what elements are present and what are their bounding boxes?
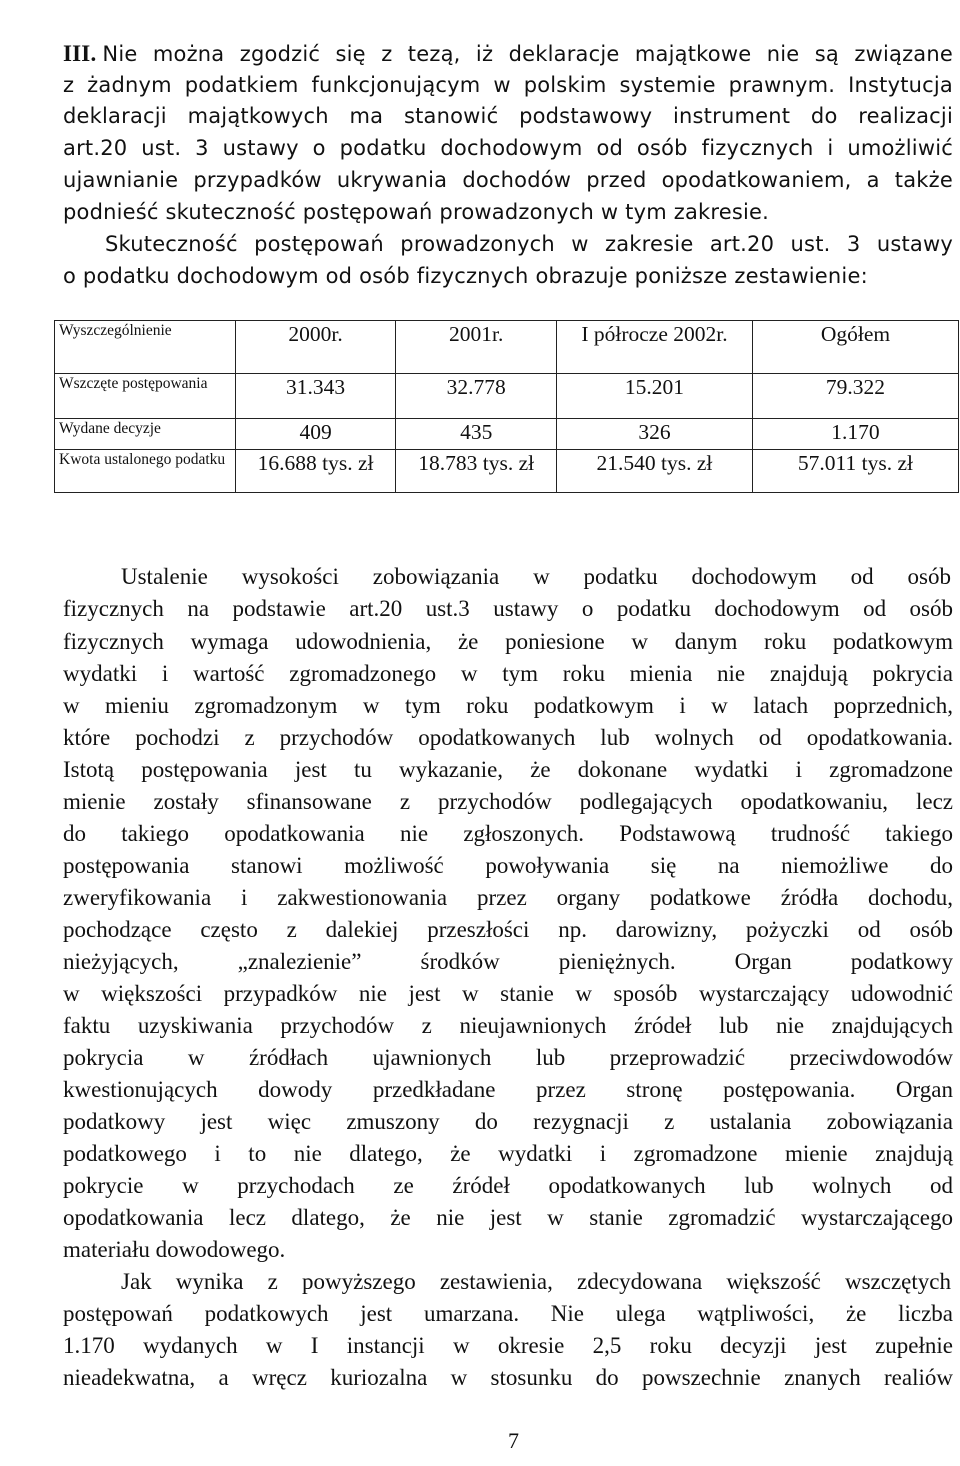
table-cell: 79.322 bbox=[752, 374, 958, 419]
intro-line-7: Skuteczność postępowań prowadzonych w zakresie art.20 ust. 3 ustawy bbox=[105, 232, 953, 256]
table-cell: 409 bbox=[235, 419, 396, 450]
body-line-21: opodatkowania lecz dlatego, że nie jest w stanie zgromadzić wystarczającego bbox=[63, 1205, 953, 1230]
body-line-18: podatkowy jest więc zmuszony do rezygnacji z ustalania zobowiązania bbox=[63, 1109, 953, 1134]
body-line-24: postępowań podatkowych jest umarzana. Nie ulega wątpliwości, że liczba bbox=[63, 1301, 953, 1326]
body-line-23: Jak wynika z powyższego zestawienia, zdecydowana większość wszczętych bbox=[121, 1269, 951, 1294]
intro-line-8: o podatku dochodowym od osób fizycznych obrazuje poniższe zestawienie: bbox=[63, 264, 868, 288]
body-line-3: fizycznych wymaga udowodnienia, że poniesione w danym roku podatkowym bbox=[63, 629, 953, 654]
body-line-7: Istotą postępowania jest tu wykazanie, że dokonane wydatki i zgromadzone bbox=[63, 757, 953, 782]
header-cell-h1-2002: I półrocze 2002r. bbox=[556, 321, 752, 374]
body-line-6: które pochodzi z przychodów opodatkowanych lub wolnych od opodatkowania. bbox=[63, 725, 953, 750]
body-line-8: mienie zostały sfinansowane z przychodów podlegających opodatkowaniu, lecz bbox=[63, 789, 953, 814]
body-line-13: nieżyjących, „znalezienie” środków pieniężnych. Organ podatkowy bbox=[63, 949, 953, 974]
intro-line-6: podnieść skuteczność postępowań prowadzonych w tym zakresie. bbox=[63, 200, 770, 224]
page-number: 7 bbox=[508, 1428, 519, 1453]
intro-line-4: art.20 ust. 3 ustawy o podatku dochodowym od osób fizycznych i umożliwić bbox=[63, 136, 953, 160]
table-cell: 57.011 tys. zł bbox=[752, 450, 958, 493]
body-line-12: pochodzące często z dalekiej przeszłości np. darowizny, pożyczki od osób bbox=[63, 917, 953, 942]
table-row bbox=[55, 450, 959, 493]
body-line-4: wydatki i wartość zgromadzonego w tym roku mienia nie znajdują pokrycia bbox=[63, 661, 953, 686]
header-cell-2001: 2001r. bbox=[396, 321, 557, 374]
intro-line-3: deklaracji majątkowych ma stanowić podstawowy instrument do realizacji bbox=[63, 104, 953, 128]
body-line-9: do takiego opodatkowania nie zgłoszonych. Podstawową trudność takiego bbox=[63, 821, 953, 846]
table-row bbox=[55, 374, 959, 419]
intro-line-5: ujawnianie przypadków ukrywania dochodów przed opodatkowaniem, a także bbox=[63, 168, 953, 192]
table-cell: 326 bbox=[556, 419, 752, 450]
table-cell: 15.201 bbox=[556, 374, 752, 419]
statistics-table bbox=[54, 320, 959, 493]
intro-line-1 bbox=[63, 40, 953, 68]
row-label-tax-amount: Kwota ustalonego podatku bbox=[55, 450, 236, 493]
body-line-14: w większości przypadków nie jest w stanie w sposób wystarczający udowodnić bbox=[63, 981, 953, 1006]
body-line-25: 1.170 wydanych w I instancji w okresie 2,5 roku decyzji jest zupełnie bbox=[63, 1333, 953, 1358]
table-cell: 18.783 tys. zł bbox=[396, 450, 557, 493]
table-row bbox=[55, 419, 959, 450]
body-line-20: pokrycie w przychodach ze źródeł opodatkowanych lub wolnych od bbox=[63, 1173, 953, 1198]
body-line-15: faktu uzyskiwania przychodów z nieujawnionych źródeł lub nie znajdujących bbox=[63, 1013, 953, 1038]
table-cell: 1.170 bbox=[752, 419, 958, 450]
body-line-11: zweryfikowania i zakwestionowania przez organy podatkowe źródła dochodu, bbox=[63, 885, 953, 910]
body-line-17: kwestionujących dowody przedkładane przez stronę postępowania. Organ bbox=[63, 1077, 953, 1102]
row-label-decisions: Wydane decyzje bbox=[55, 419, 236, 450]
body-line-19: podatkowego i to nie dlatego, że wydatki i zgromadzone mienie znajdują bbox=[63, 1141, 953, 1166]
body-line-26: nieadekwatna, a wręcz kuriozalna w stosunku do powszechnie znanych realiów bbox=[63, 1365, 953, 1390]
section-number: III. bbox=[63, 41, 97, 66]
intro-line-1-text: Nie można zgodzić się z tezą, iż deklaracje majątkowe nie są związane bbox=[102, 42, 953, 66]
table-cell: 435 bbox=[396, 419, 557, 450]
intro-line-2: z żadnym podatkiem funkcjonującym w polskim systemie prawnym. Instytucja bbox=[63, 73, 953, 97]
body-line-5: w mieniu zgromadzonym w tym roku podatkowym i w latach poprzednich, bbox=[63, 693, 953, 718]
table-cell: 16.688 tys. zł bbox=[235, 450, 396, 493]
table-cell: 32.778 bbox=[396, 374, 557, 419]
row-label-initiated: Wszczęte postępowania bbox=[55, 374, 236, 419]
header-cell-2000: 2000r. bbox=[235, 321, 396, 374]
header-cell-total: Ogółem bbox=[752, 321, 958, 374]
body-line-22: materiału dowodowego. bbox=[63, 1237, 286, 1262]
table-cell: 31.343 bbox=[235, 374, 396, 419]
body-line-10: postępowania stanowi możliwość powoływania się na niemożliwe do bbox=[63, 853, 953, 878]
table-header-row bbox=[55, 321, 959, 374]
body-line-16: pokrycia w źródłach ujawnionych lub przeprowadzić przeciwdowodów bbox=[63, 1045, 953, 1070]
header-cell-label: Wyszczególnienie bbox=[55, 321, 236, 374]
body-line-2: fizycznych na podstawie art.20 ust.3 ustawy o podatku dochodowym od osób bbox=[63, 596, 953, 621]
table-cell: 21.540 tys. zł bbox=[556, 450, 752, 493]
body-line-1: Ustalenie wysokości zobowiązania w podatku dochodowym od osób bbox=[121, 564, 951, 589]
